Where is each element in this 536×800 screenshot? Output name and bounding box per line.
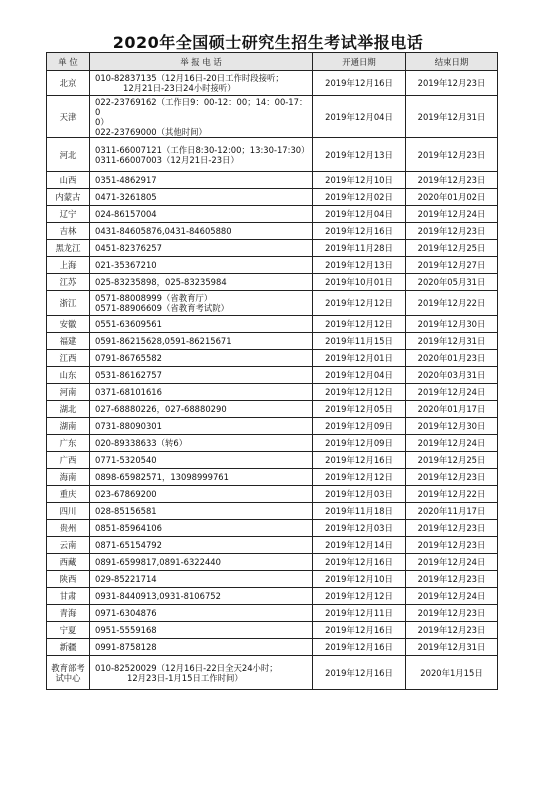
phone-line: 12月23日-1月15日工作时间） (127, 672, 243, 683)
phone-line: 0311-66007003（12月21日-23日） (95, 154, 239, 165)
row-end-date: 2019年12月24日 (406, 588, 498, 605)
row-unit: 吉林 (47, 223, 90, 240)
row-end-date: 2019年12月23日 (406, 520, 498, 537)
phone-line: 0571-88008999（省教育厅） (95, 293, 213, 303)
phone-line: 0898-65982571，13098999761 (95, 472, 229, 482)
table-row (47, 469, 498, 486)
row-unit: 山西 (47, 172, 90, 189)
row-phone (90, 316, 313, 333)
header-phone: 举 报 电 话 (90, 53, 313, 71)
row-end-date: 2019年12月24日 (406, 554, 498, 571)
row-start-date: 2019年12月01日 (313, 350, 406, 367)
row-unit: 天津 (47, 96, 90, 138)
row-unit (47, 656, 90, 690)
row-phone (90, 96, 313, 138)
phone-line: 025-83235898，025-83235984 (95, 277, 227, 287)
row-phone (90, 435, 313, 452)
row-start-date: 2019年12月10日 (313, 172, 406, 189)
row-unit: 山东 (47, 367, 90, 384)
row-phone (90, 274, 313, 291)
row-start-date: 2019年12月12日 (313, 316, 406, 333)
row-end-date: 2019年12月24日 (406, 384, 498, 401)
table-row (47, 333, 498, 350)
document-title: 2020年全国硕士研究生招生考试举报电话 (112, 33, 424, 52)
row-start-date: 2019年12月16日 (313, 656, 406, 690)
row-phone (90, 240, 313, 257)
row-start-date: 2019年12月12日 (313, 384, 406, 401)
row-start-date: 2019年11月28日 (313, 240, 406, 257)
row-phone (90, 291, 313, 316)
phone-line: 0991-8758128 (95, 642, 157, 652)
row-phone (90, 138, 313, 172)
row-unit: 黑龙江 (47, 240, 90, 257)
phone-line: 0771-5320540 (95, 455, 157, 465)
row-end-date: 2019年12月22日 (406, 486, 498, 503)
row-phone (90, 172, 313, 189)
row-phone (90, 350, 313, 367)
row-end-date: 2019年12月27日 (406, 257, 498, 274)
row-unit: 河南 (47, 384, 90, 401)
table-row (47, 520, 498, 537)
row-end-date: 2019年12月23日 (406, 138, 498, 172)
row-unit: 海南 (47, 469, 90, 486)
row-end-date: 2019年12月23日 (406, 605, 498, 622)
row-start-date: 2019年12月16日 (313, 71, 406, 96)
phone-line: 0431-84605876,0431-84605880 (95, 226, 232, 236)
row-unit: 江西 (47, 350, 90, 367)
row-unit: 河北 (47, 138, 90, 172)
row-end-date: 2020年1月15日 (406, 656, 498, 690)
row-unit: 北京 (47, 71, 90, 96)
row-unit: 辽宁 (47, 206, 90, 223)
phone-line: 0591-86215628,0591-86215671 (95, 336, 232, 346)
table-row (47, 172, 498, 189)
table-row (47, 503, 498, 520)
row-phone (90, 469, 313, 486)
phone-line: 021-35367210 (95, 260, 157, 270)
row-phone (90, 71, 313, 96)
row-start-date: 2019年12月02日 (313, 189, 406, 206)
row-end-date: 2019年12月24日 (406, 206, 498, 223)
table-row (47, 639, 498, 656)
unit-line: 试中心 (55, 672, 81, 683)
row-phone (90, 384, 313, 401)
table-row (47, 588, 498, 605)
row-end-date: 2019年12月23日 (406, 571, 498, 588)
row-phone (90, 486, 313, 503)
row-start-date: 2019年12月16日 (313, 622, 406, 639)
row-start-date: 2019年10月01日 (313, 274, 406, 291)
table-row (47, 367, 498, 384)
row-start-date: 2019年12月11日 (313, 605, 406, 622)
row-start-date: 2019年12月12日 (313, 291, 406, 316)
row-phone (90, 571, 313, 588)
row-unit: 新疆 (47, 639, 90, 656)
table-row (47, 622, 498, 639)
phone-line: 0551-63609561 (95, 319, 162, 329)
table-row (47, 257, 498, 274)
row-start-date: 2019年12月13日 (313, 138, 406, 172)
row-phone (90, 639, 313, 656)
table-row (47, 138, 498, 172)
header-end-date: 结束日期 (406, 53, 498, 71)
row-start-date: 2019年12月16日 (313, 639, 406, 656)
row-phone (90, 401, 313, 418)
row-start-date: 2019年12月09日 (313, 435, 406, 452)
table-row (47, 384, 498, 401)
table-row (47, 316, 498, 333)
row-start-date: 2019年12月13日 (313, 257, 406, 274)
row-end-date: 2019年12月23日 (406, 172, 498, 189)
row-unit: 贵州 (47, 520, 90, 537)
row-unit: 陕西 (47, 571, 90, 588)
row-start-date: 2019年12月04日 (313, 96, 406, 138)
phone-line: 0531-86162757 (95, 370, 162, 380)
row-phone (90, 656, 313, 690)
row-unit: 安徽 (47, 316, 90, 333)
phone-line: 020-89338633（转6） (95, 438, 188, 448)
row-start-date: 2019年12月03日 (313, 520, 406, 537)
row-end-date: 2019年12月30日 (406, 418, 498, 435)
row-phone (90, 189, 313, 206)
table-row (47, 274, 498, 291)
row-end-date: 2019年12月22日 (406, 291, 498, 316)
row-unit: 江苏 (47, 274, 90, 291)
table-body (47, 71, 498, 690)
phone-line: 0731-88090301 (95, 421, 162, 431)
phone-line: 0931-8440913,0931-8106752 (95, 591, 221, 601)
row-phone (90, 418, 313, 435)
table-row (47, 189, 498, 206)
row-end-date: 2019年12月24日 (406, 435, 498, 452)
phone-line: 0） (95, 116, 109, 127)
phone-line: 029-85221714 (95, 574, 157, 584)
row-end-date: 2019年12月31日 (406, 96, 498, 138)
row-unit: 广东 (47, 435, 90, 452)
row-unit: 甘肃 (47, 588, 90, 605)
table-header-row (47, 53, 498, 71)
row-end-date: 2020年01月17日 (406, 401, 498, 418)
row-start-date: 2019年12月10日 (313, 571, 406, 588)
phone-line: 0791-86765582 (95, 353, 162, 363)
row-start-date: 2019年12月05日 (313, 401, 406, 418)
table-row (47, 554, 498, 571)
row-end-date: 2019年12月23日 (406, 622, 498, 639)
row-start-date: 2019年12月12日 (313, 469, 406, 486)
phone-line: 0451-82376257 (95, 243, 162, 253)
row-start-date: 2019年12月04日 (313, 206, 406, 223)
table-row (47, 291, 498, 316)
row-end-date: 2019年12月25日 (406, 240, 498, 257)
phone-line: 0951-5559168 (95, 625, 157, 635)
table-row (47, 656, 498, 690)
row-end-date: 2019年12月30日 (406, 316, 498, 333)
table-row (47, 418, 498, 435)
row-unit: 上海 (47, 257, 90, 274)
row-unit: 西藏 (47, 554, 90, 571)
phone-line: 010-82837135（12月16日-20日工作时段接听； (95, 73, 284, 83)
phone-line: 023-67869200 (95, 489, 157, 499)
row-start-date: 2019年12月16日 (313, 452, 406, 469)
header-unit: 单 位 (47, 53, 90, 71)
phone-line: 022-23769000（其他时间） (95, 126, 207, 137)
table-row (47, 206, 498, 223)
table-row (47, 571, 498, 588)
row-phone (90, 520, 313, 537)
table-row (47, 452, 498, 469)
row-start-date: 2019年12月03日 (313, 486, 406, 503)
table-row (47, 96, 498, 138)
row-start-date: 2019年11月15日 (313, 333, 406, 350)
row-end-date: 2019年12月25日 (406, 452, 498, 469)
row-end-date: 2019年12月23日 (406, 537, 498, 554)
row-unit: 内蒙古 (47, 189, 90, 206)
table-row (47, 223, 498, 240)
row-start-date: 2019年12月09日 (313, 418, 406, 435)
row-phone (90, 206, 313, 223)
row-phone (90, 554, 313, 571)
row-start-date: 2019年11月18日 (313, 503, 406, 520)
phone-line: 028-85156581 (95, 506, 157, 516)
row-phone (90, 622, 313, 639)
row-end-date: 2020年11月17日 (406, 503, 498, 520)
row-unit: 宁夏 (47, 622, 90, 639)
phone-line: 027-68880226，027-68880290 (95, 404, 227, 414)
table-row (47, 435, 498, 452)
row-end-date: 2019年12月23日 (406, 223, 498, 240)
table-row (47, 240, 498, 257)
row-phone (90, 588, 313, 605)
row-end-date: 2019年12月31日 (406, 639, 498, 656)
row-start-date: 2019年12月04日 (313, 367, 406, 384)
phone-line: 024-86157004 (95, 209, 157, 219)
row-phone (90, 257, 313, 274)
row-unit: 四川 (47, 503, 90, 520)
row-end-date: 2020年01月23日 (406, 350, 498, 367)
table-row (47, 71, 498, 96)
row-start-date: 2019年12月16日 (313, 554, 406, 571)
row-end-date: 2020年03月31日 (406, 367, 498, 384)
phone-line: 0871-65154792 (95, 540, 162, 550)
row-phone (90, 367, 313, 384)
row-end-date: 2020年05月31日 (406, 274, 498, 291)
row-unit: 湖北 (47, 401, 90, 418)
phone-line: 0371-68101616 (95, 387, 162, 397)
row-phone (90, 537, 313, 554)
table-row (47, 537, 498, 554)
row-unit: 广西 (47, 452, 90, 469)
phone-line: 022-23769162（工作日9：00-12：00；14：00-17：0 (95, 96, 308, 117)
table-row (47, 401, 498, 418)
row-unit: 浙江 (47, 291, 90, 316)
row-phone (90, 452, 313, 469)
row-unit: 青海 (47, 605, 90, 622)
phone-line: 12月21日-23日24小时接听） (123, 83, 236, 93)
phone-line: 0571-88906609（省教育考试院） (95, 303, 229, 313)
row-unit: 湖南 (47, 418, 90, 435)
phone-line: 0851-85964106 (95, 523, 162, 533)
row-phone (90, 503, 313, 520)
phone-line: 0311-66007121（工作日8:30-12:00；13:30-17:30） (95, 144, 310, 155)
phone-line: 0351-4862917 (95, 175, 157, 185)
phone-line: 0891-6599817,0891-6322440 (95, 557, 221, 567)
row-phone (90, 223, 313, 240)
row-unit: 云南 (47, 537, 90, 554)
row-phone (90, 605, 313, 622)
row-start-date: 2019年12月14日 (313, 537, 406, 554)
row-unit: 重庆 (47, 486, 90, 503)
row-phone (90, 333, 313, 350)
header-start-date: 开通日期 (313, 53, 406, 71)
row-end-date: 2019年12月23日 (406, 71, 498, 96)
table-row (47, 605, 498, 622)
phone-line: 0971-6304876 (95, 608, 157, 618)
table-row (47, 486, 498, 503)
phone-line: 0471-3261805 (95, 192, 157, 202)
unit-line: 教育部考 (51, 662, 85, 673)
row-end-date: 2019年12月31日 (406, 333, 498, 350)
row-start-date: 2019年12月12日 (313, 588, 406, 605)
row-end-date: 2020年01月02日 (406, 189, 498, 206)
phone-line: 010-82520029（12月16日-22日全天24小时； (95, 662, 278, 673)
table-row (47, 350, 498, 367)
row-unit: 福建 (47, 333, 90, 350)
row-start-date: 2019年12月16日 (313, 223, 406, 240)
row-end-date: 2019年12月23日 (406, 469, 498, 486)
hotline-table (46, 52, 498, 690)
